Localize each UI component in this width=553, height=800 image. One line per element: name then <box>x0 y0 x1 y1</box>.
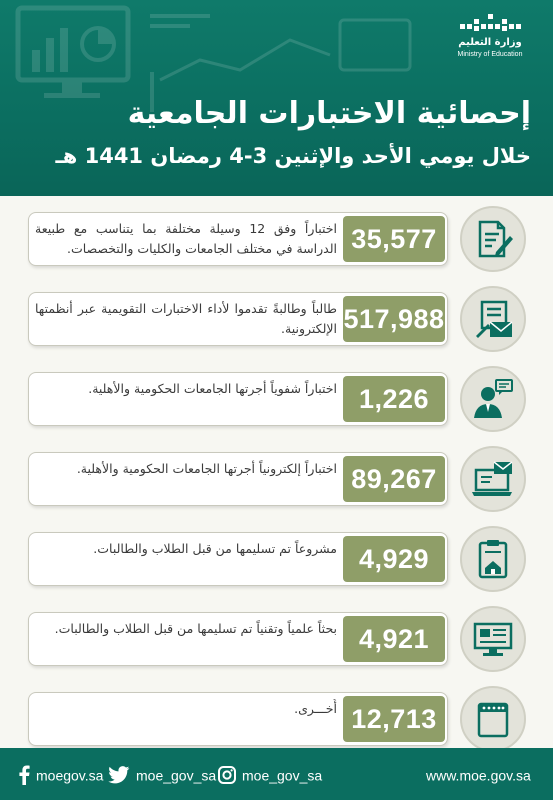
laptop-mail-icon <box>468 454 518 504</box>
logo-arabic-text: وزارة التعليم <box>458 37 522 48</box>
stat-number: 4,929 <box>343 536 445 582</box>
stat-row <box>28 612 526 666</box>
stat-number: 4,921 <box>343 616 445 662</box>
calendar-icon <box>468 694 518 744</box>
stat-row <box>28 532 526 586</box>
stat-icon-circle <box>460 526 526 592</box>
stat-description: مشروعاً تم تسليمها من قبل الطلاب والطالبات. <box>93 541 337 556</box>
page-subtitle: خلال يومي الأحد والإثنين 3-4 رمضان 1441 هـ <box>55 144 531 168</box>
twitter-icon <box>108 766 130 784</box>
instagram-icon <box>218 766 236 784</box>
stat-row <box>28 692 526 746</box>
instagram-link[interactable] <box>218 763 322 785</box>
facebook-link[interactable] <box>18 763 103 785</box>
twitter-link[interactable] <box>108 763 216 785</box>
stat-icon-circle <box>460 366 526 432</box>
stat-card <box>28 372 448 426</box>
stat-card <box>28 692 448 746</box>
document-envelope-icon <box>468 294 518 344</box>
stat-card <box>28 612 448 666</box>
logo-english-text: Ministry of Education <box>457 51 523 58</box>
instagram-handle: moe_gov_sa <box>242 767 323 784</box>
facebook-handle: moegov.sa <box>36 767 104 784</box>
stat-row <box>28 372 526 426</box>
stat-card <box>28 452 448 506</box>
stat-description: اختباراً وفق 12 وسيلة مختلفة بما يتناسب مع طبيعة الدراسة في مختلف الجامعات والكليات والتخصصات. <box>35 221 337 256</box>
stat-number: 35,577 <box>343 216 445 262</box>
website-link[interactable] <box>426 763 531 785</box>
clipboard-house-icon <box>468 534 518 584</box>
stat-description: بحثاً علمياً وتقنياً تم تسليمها من قبل الطلاب والطالبات. <box>54 621 337 636</box>
stat-number: 517,988 <box>343 296 445 342</box>
moe-logo-icon <box>458 12 522 34</box>
stat-description: اختباراً إلكترونياً أجرتها الجامعات الحكومية والأهلية. <box>76 461 337 476</box>
stat-icon-circle <box>460 446 526 512</box>
footer <box>0 748 553 800</box>
stat-card <box>28 532 448 586</box>
stat-row <box>28 452 526 506</box>
monitor-document-icon <box>468 614 518 664</box>
stat-card <box>28 292 448 346</box>
stat-icon-circle <box>460 206 526 272</box>
stat-number: 89,267 <box>343 456 445 502</box>
twitter-handle: moe_gov_sa <box>136 767 217 784</box>
stat-description: طالباً وطالبةً تقدموا لأداء الاختبارات التقويمية عبر أنظمتها الإلكترونية. <box>35 301 337 336</box>
stat-row <box>28 212 526 266</box>
person-speech-icon <box>468 374 518 424</box>
stat-number: 1,226 <box>343 376 445 422</box>
ministry-logo <box>445 12 535 74</box>
stat-row <box>28 292 526 346</box>
page-title: إحصائية الاختبارات الجامعية <box>127 96 531 131</box>
stat-icon-circle <box>460 686 526 752</box>
stat-icon-circle <box>460 606 526 672</box>
stat-description: اختباراً شفوياً أجرتها الجامعات الحكومية والأهلية. <box>88 381 337 396</box>
stat-number: 12,713 <box>343 696 445 742</box>
stat-description: أُخـــرى. <box>294 701 337 716</box>
document-pen-icon <box>468 214 518 264</box>
stat-card <box>28 212 448 266</box>
stat-icon-circle <box>460 286 526 352</box>
header-banner <box>0 0 553 196</box>
facebook-icon <box>18 765 30 785</box>
website-url: www.moe.gov.sa <box>426 767 531 784</box>
